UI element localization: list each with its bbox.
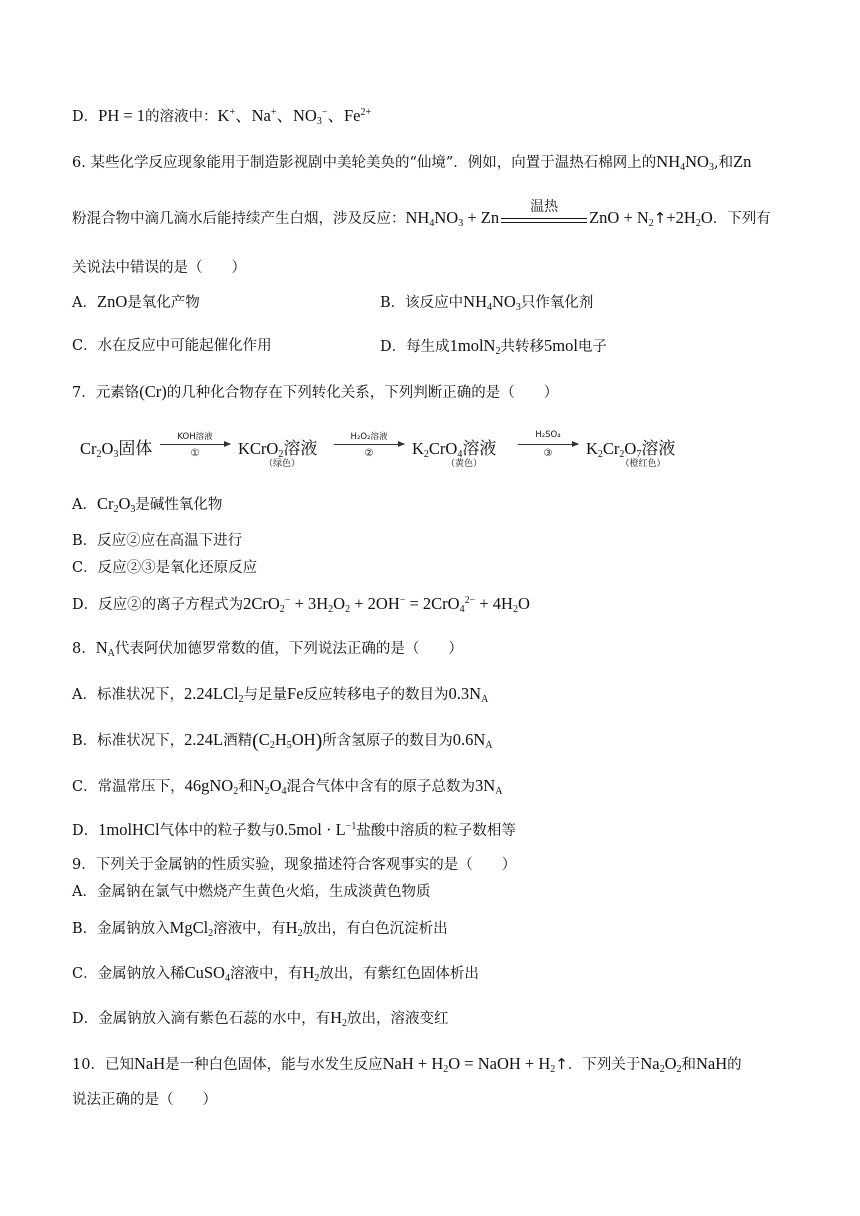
q8-option-d: D．1molHCl气体中的粒子数与$0.5mol \cdot L^{-1}$盐酸中溶质的粒子数相等: [72, 820, 516, 839]
q10-stem-line2: 说法正确的是（ ）: [72, 1092, 217, 1108]
arrow-3: [518, 444, 578, 445]
q8-option-b: B．标准状况下，2.24L酒精$(C_2H_5OH)$所含氢原子的数目为$0.6N_A$: [72, 730, 493, 752]
species-kcro2: KCrO$_2$溶液: [238, 439, 318, 460]
q5-option-d: D．PH = 1的溶液中：K+、Na+、$NO_3^-$、$Fe^{2+}$: [72, 106, 372, 127]
arrow-2: [334, 444, 404, 445]
arrow3-number: ③: [543, 448, 553, 459]
kcro2-color: （绿色）: [263, 459, 300, 469]
arrow2-number: ②: [364, 448, 374, 459]
q9-option-b: B．金属钠放入MgCl$_2$溶液中，有$H_2$放出，有白色沉淀析出: [72, 918, 448, 939]
q7-stem: 7．元素铬(Cr)的几种化合物存在下列转化关系，下列判断正确的是（ ）: [72, 382, 559, 401]
species-cr2o3: $Cr_2O_3$固体: [80, 439, 153, 460]
q9-option-c: C．金属钠放入稀CuSO$_4$溶液中，有$H_2$放出，有紫红色固体析出: [72, 963, 479, 984]
q9-stem: 9．下列关于金属钠的性质实验，现象描述符合客观事实的是（ ）: [72, 857, 517, 873]
q9-option-a: A．金属钠在氯气中燃烧产生黄色火焰，生成淡黄色物质: [72, 884, 431, 900]
q10-stem-line1: 10．已知NaH是一种白色固体，能与水发生反应NaH + $H_2O$ = NaOH + $H_2↑$．下列关于$Na_2O_2$和NaH的: [72, 1054, 742, 1075]
q8-stem: 8．$N_A$代表阿伏加德罗常数的值，下列说法正确的是（ ）: [72, 638, 463, 659]
q9-option-d: D．金属钠放入滴有紫色石蕊的水中，有$H_2$放出，溶液变红: [72, 1008, 449, 1029]
arrow-1: [160, 444, 230, 445]
arrow2-condition: H₂O₂溶液: [350, 432, 388, 442]
q7-option-c: C．反应②③是氧化还原反应: [72, 560, 258, 576]
q6-options-cd: C．水在反应中可能起催化作用 D．每生成1molN$_2$共转移5mol电子: [72, 336, 607, 357]
chromium-conversion-scheme: [80, 428, 720, 472]
condition-arrow: 温热: [501, 209, 587, 229]
q6-stem-line1: 6. 某些化学反应现象能用于制造影视剧中美轮美奂的“仙境”．例如，向置于温热石棉网上的$NH_4NO_3$,和Zn: [72, 152, 752, 173]
q6-stem-line3: 关说法中错误的是（ ）: [72, 260, 246, 276]
species-k2cr2o7: $K_2Cr_2O_7$溶液: [586, 439, 676, 460]
q7-option-a: A．$Cr_2O_3$是碱性氧化物: [72, 494, 223, 515]
k2cr2o7-color: （橙红色）: [620, 459, 666, 469]
q8-option-a: A．标准状况下，2.24LCl$_2$与足量Fe反应转移电子的数目为$0.3N_A$: [72, 684, 489, 705]
k2cro4-color: （黄色）: [445, 459, 482, 469]
q7-option-b: B．反应②应在高温下进行: [72, 533, 243, 549]
q7-option-d: D．反应②的离子方程式为$2CrO_2^- + 3H_2O_2 + 2OH^- = 2CrO_4^{2-} + 4H_2O$: [72, 594, 530, 615]
species-k2cro4: $K_2CrO_4$溶液: [412, 439, 497, 460]
arrow3-condition: H₂SO₄: [535, 430, 561, 440]
q6-stem-line2: 粉混合物中滴几滴水后能持续产生白烟，涉及反应：$NH_4NO_3 + Zn$ 温热 ZnO + $N_2↑+2H_2O$．下列有: [72, 199, 771, 229]
q8-option-c: C．常温常压下，46gNO$_2$和$N_2O_4$混合气体中含有的原子总数为$3N_A$: [72, 776, 503, 797]
arrow1-number: ①: [190, 448, 200, 459]
q6-options-ab: A．ZnO是氧化产物 B．该反应中$NH_4NO_3$只作氧化剂: [72, 292, 594, 313]
arrow1-condition: KOH溶液: [177, 432, 213, 442]
